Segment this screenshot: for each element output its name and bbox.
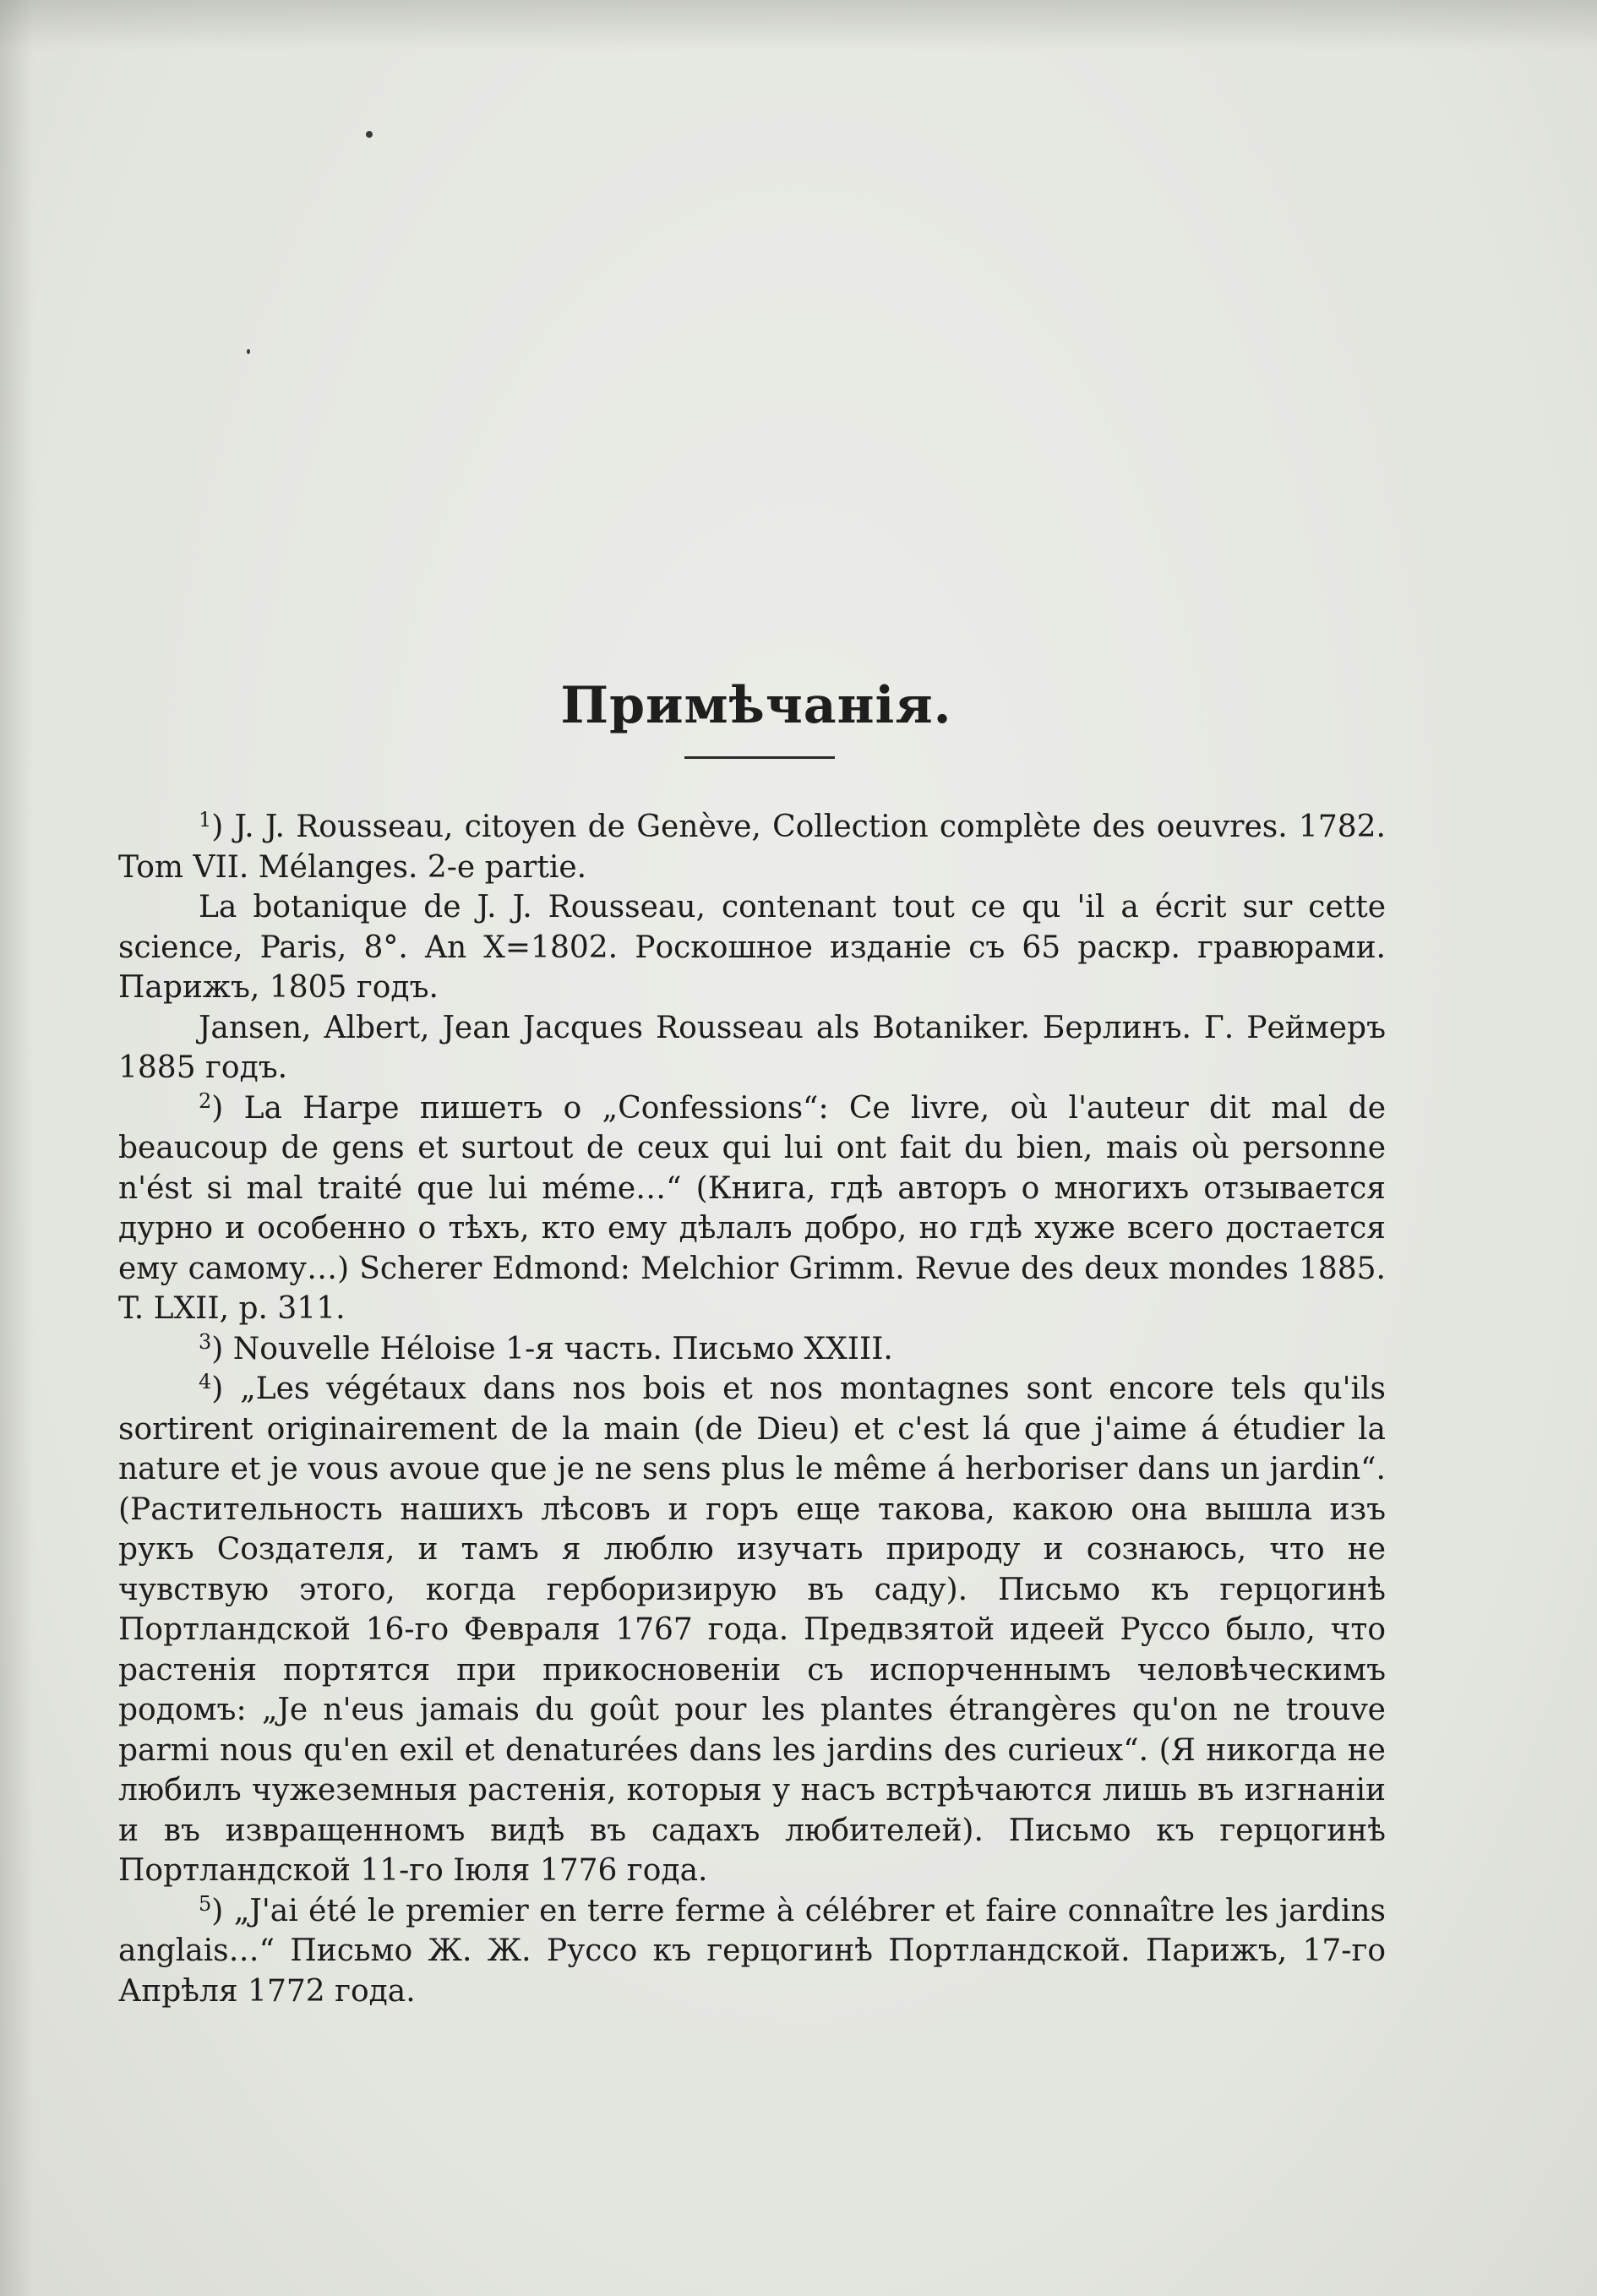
- note-1: [118, 807, 1386, 887]
- note-text: ) „Les végétaux dans nos bois et nos montagnes sont encore tels qu'ils sortirent originairement de la main (de Dieu) et c'est lá que j'aime á étudier la nature et je vous avoue que je ne sens plus le même á herboriser dans un jardin“. (Растительность нашихъ лѣсовъ и горъ еще такова, какою она вышла изъ рукъ Создателя, и тамъ я люблю изучать природу и сознаюсь, что не чувствую этого, когда герборизирую въ саду). Письмо къ герцогинѣ Портландской 16-го Февраля 1767 года. Предвзятой идеей Руссо было, что растенія портятся при прикосновеніи съ испорченнымъ человѣческимъ родомъ: „Je n'eus jamais du goût pour les plantes étrangères qu'on ne trouve parmi nous qu'en exil et denaturées dans les jardins des curieux“. (Я никогда не любилъ чужеземныя растенія, которыя у насъ встрѣчаются лишь въ изгнаніи и въ извращенномъ видѣ въ садахъ любителей). Письмо къ герцогинѣ Портландской 11-го Іюля 1776 года.: [118, 1372, 1386, 1888]
- page-edge-shadow-left: [0, 0, 34, 2296]
- note-text: La botanique de J. J. Rousseau, contenant tout ce qu 'il a écrit sur cette science, Paris, 8°. An X=1802. Роскошное изданіе съ 65 раскр. гравюрами. Парижъ, 1805 годъ.: [118, 890, 1386, 1005]
- page-title: Примѣчанія.: [560, 676, 952, 736]
- note-marker: 4: [199, 1370, 212, 1393]
- note-marker: 1: [199, 808, 212, 832]
- note-text: ) Nouvelle Héloise 1-я часть. Письмо XXIII.: [211, 1331, 893, 1366]
- page-edge-shadow-top: [0, 0, 1597, 51]
- note-3: [118, 1329, 1386, 1370]
- note-text: ) „J'ai été le premier en terre ferme à célébrer et faire connaître les jardins anglais…“ Письмо Ж. Ж. Руссо къ герцогинѣ Портландской. Парижъ, 17-го Апрѣля 1772 года.: [118, 1893, 1386, 2009]
- note-marker: 3: [199, 1329, 212, 1354]
- title-rule: [684, 756, 835, 759]
- ink-speck: [366, 131, 373, 138]
- note-text: ) J. J. Rousseau, citoyen de Genève, Collection complète des oeuvres. 1782. Tom VII. Mélanges. 2-e partie.: [118, 810, 1386, 885]
- note-text: ) La Harpe пишетъ о „Confessions“: Ce livre, où l'auteur dit mal de beaucoup de gens et surtout de ceux qui lui ont fait du bien, mais où personne n'ést si mal traité que lui méme…“ (Книга, гдѣ авторъ о многихъ отзывается дурно и особенно о тѣхъ, кто ему дѣлалъ добро, но гдѣ хуже всего достается ему самому…) Scherer Edmond: Melchior Grimm. Revue des deux mondes 1885. T. LXII, p. 311.: [118, 1090, 1386, 1326]
- note-marker: 2: [199, 1088, 212, 1113]
- note-text: Jansen, Albert, Jean Jacques Rousseau als Botaniker. Берлинъ. Г. Реймеръ 1885 годъ.: [118, 1010, 1386, 1085]
- note-marker: 5: [199, 1891, 212, 1916]
- note-4: [118, 1369, 1386, 1891]
- note-2: [118, 1088, 1386, 1329]
- note-5: [118, 1891, 1386, 2012]
- note-1-edition: [118, 887, 1386, 1008]
- ink-speck: [247, 349, 250, 354]
- note-1-jansen: [118, 1008, 1386, 1088]
- notes-section: [118, 807, 1386, 2011]
